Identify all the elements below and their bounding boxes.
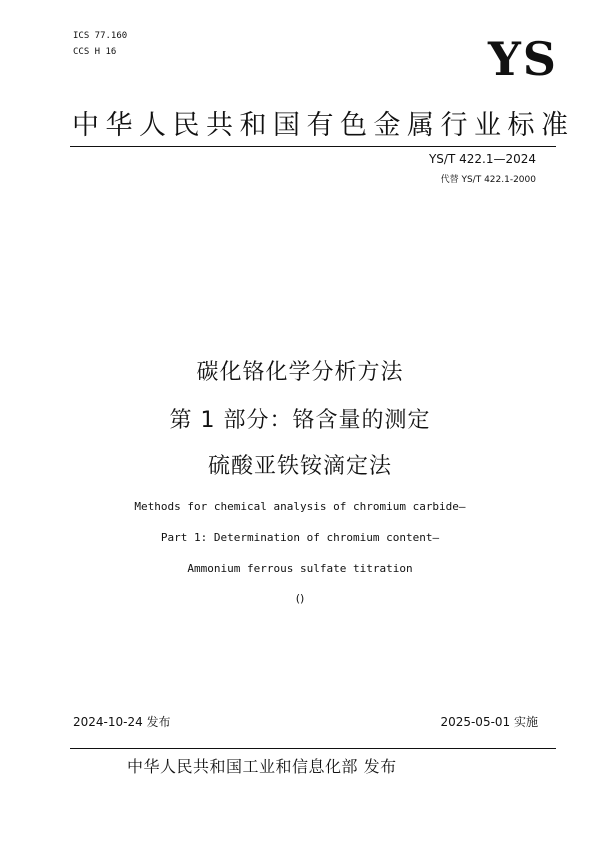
issue-date: 2024-10-24 发布 bbox=[73, 715, 171, 729]
ys-logo: YS bbox=[487, 32, 558, 86]
implementation-date: 2025-05-01 实施 bbox=[440, 715, 538, 729]
title-en-line1: Methods for chemical analysis of chromium carbide— bbox=[134, 500, 466, 513]
standard-type-title: 中华人民共和国有色金属行业标准 bbox=[72, 110, 575, 141]
replaces-note: 代替 YS/T 422.1-2000 bbox=[440, 175, 536, 185]
title-en-line3: Ammonium ferrous sulfate titration bbox=[187, 562, 413, 575]
top-divider bbox=[70, 146, 556, 147]
issuing-authority: 中华人民共和国工业和信息化部 发布 bbox=[127, 757, 397, 776]
bottom-divider bbox=[70, 748, 556, 749]
ics-code: ICS 77.160 bbox=[73, 31, 128, 41]
title-en-line2: Part 1: Determination of chromium content— bbox=[160, 531, 440, 544]
title-zh-line2: 第 1 部分：铬含量的测定 bbox=[169, 408, 431, 433]
ccs-code: CCS H 16 bbox=[73, 47, 117, 57]
standard-number: YS/T 422.1—2024 bbox=[428, 152, 536, 166]
title-en-parenthetical: () bbox=[295, 592, 305, 605]
title-zh-line3: 硫酸亚铁铵滴定法 bbox=[207, 454, 392, 479]
title-zh-line1: 碳化铬化学分析方法 bbox=[196, 360, 404, 385]
